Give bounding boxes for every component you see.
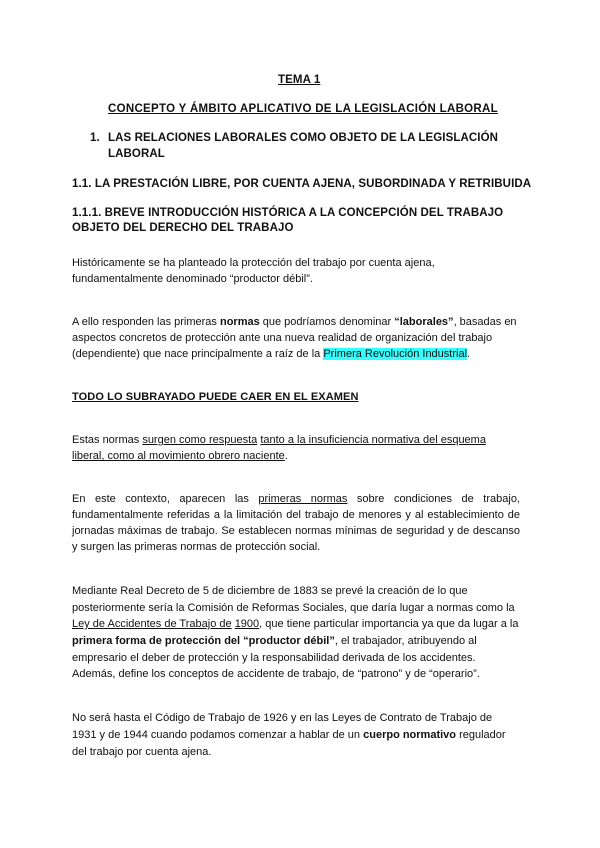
paragraph-1-line1: Históricamente se ha planteado la protección del trabajo por cuenta ajena, — [72, 257, 435, 269]
section-1-number: 1. — [90, 132, 100, 144]
underlined-liberal: liberal, como al movimiento obrero naciente — [72, 450, 285, 462]
paragraph-2-line2: aspectos concretos de protección ante una nueva realidad de organización del trabajo — [72, 332, 493, 344]
paragraph-4-line2: fundamentalmente referidas a la limitación del trabajo de menores y al establecimiento de — [72, 509, 520, 521]
underlined-surgen: surgen como respuesta — [142, 434, 258, 446]
paragraph-5-line6: Además, define los conceptos de accidente de trabajo, de “patrono” y de “operario”. — [72, 668, 480, 680]
bold-laborales: “laborales” — [394, 316, 454, 328]
paragraph-2-line1 — [72, 315, 517, 330]
section-1-heading-line2: LABORAL — [108, 148, 165, 160]
text-run: sobre condiciones de trabajo, — [347, 493, 520, 505]
highlight-primera-revolucion: Primera Revolución Industrial — [323, 348, 468, 360]
text-run: En este contexto, aparecen las — [72, 493, 259, 505]
section-1-1-1-heading-line2: OBJETO DEL DERECHO DEL TRABAJO — [72, 222, 294, 234]
text-run: . — [467, 348, 471, 360]
text-run: (dependiente) que nace principalmente a raíz de la — [72, 348, 324, 360]
paragraph-2-line3 — [72, 347, 470, 362]
text-run: A ello responden las primeras — [72, 316, 220, 328]
paragraph-5-line1: Mediante Real Decreto de 5 de diciembre de 1883 se prevé la creación de lo que — [72, 585, 468, 597]
section-1-1-heading: 1.1. LA PRESTACIÓN LIBRE, POR CUENTA AJENA, SUBORDINADA Y RETRIBUIDA — [72, 178, 532, 190]
text-run: , el trabajador, atribuyendo al — [334, 635, 477, 647]
text-run: que podríamos denominar — [259, 316, 395, 328]
bold-primera-forma: primera forma de protección del “productor débil” — [72, 635, 335, 647]
bold-normas: normas — [219, 316, 260, 328]
text-run: regulador — [456, 729, 506, 741]
text-run: , basadas en — [453, 316, 517, 328]
text-run: 1931 y de 1944 cuando podamos comenzar a hablar de un — [72, 729, 364, 741]
document-subtitle: CONCEPTO Y ÁMBITO APLICATIVO DE LA LEGISLACIÓN LABORAL — [108, 103, 498, 115]
underlined-1900: 1900 — [234, 618, 260, 630]
bold-cuerpo-normativo: cuerpo normativo — [363, 729, 457, 741]
paragraph-6-line2 — [72, 728, 506, 743]
underlined-insuficiencia: tanto a la insuficiencia normativa del esquema — [260, 434, 486, 446]
text-run: . — [284, 450, 288, 462]
paragraph-4-line1 — [72, 492, 520, 507]
text-run: Estas normas — [72, 434, 143, 446]
section-1-1-1-heading-line1: 1.1.1. BREVE INTRODUCCIÓN HISTÓRICA A LA CONCEPCIÓN DEL TRABAJO — [72, 207, 504, 219]
underlined-primeras-normas: primeras normas — [258, 493, 348, 505]
text-run: , que tiene particular importancia ya que da lugar a la — [259, 618, 519, 630]
paragraph-5-line2: posteriormente sería la Comisión de Reformas Sociales, que daría lugar a normas como la — [72, 602, 515, 614]
exam-notice: TODO LO SUBRAYADO PUEDE CAER EN EL EXAMEN — [72, 391, 359, 403]
paragraph-3-line1 — [72, 433, 486, 448]
section-1-heading-line1: LAS RELACIONES LABORALES COMO OBJETO DE LA LEGISLACIÓN — [108, 132, 499, 144]
paragraph-5-line5: empresario el deber de protección y la responsabilidad derivada de los accidentes. — [72, 652, 476, 664]
paragraph-5-line4 — [72, 634, 477, 649]
paragraph-3-line2 — [72, 449, 288, 464]
paragraph-4-line4: y surgen las primeras normas de protección social. — [72, 541, 321, 553]
paragraph-4-line3: jornadas máximas de trabajo. Se establecen normas mínimas de seguridad y de descanso — [72, 525, 520, 537]
paragraph-1-line2: fundamentalmente denominado “productor débil”. — [72, 273, 313, 285]
underlined-ley-accidentes: Ley de Accidentes de Trabajo de — [72, 618, 232, 630]
document-title: TEMA 1 — [278, 74, 321, 86]
paragraph-6-line3: del trabajo por cuenta ajena. — [72, 746, 212, 758]
paragraph-5-line3 — [72, 617, 518, 632]
paragraph-6-line1: No será hasta el Código de Trabajo de 1926 y en las Leyes de Contrato de Trabajo de — [72, 712, 493, 724]
